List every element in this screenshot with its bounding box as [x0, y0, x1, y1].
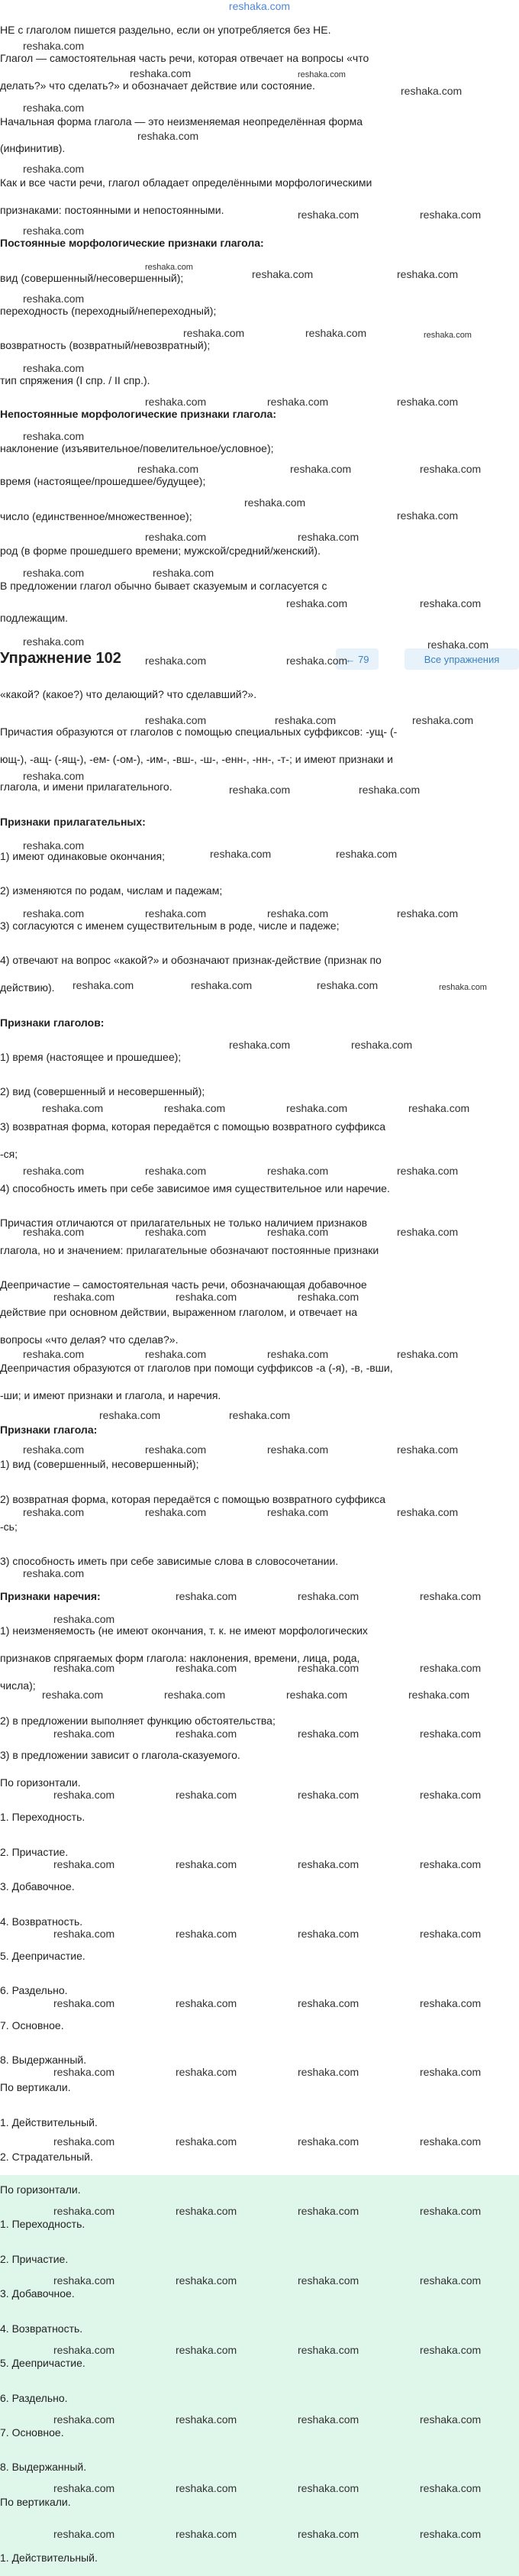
watermark: reshaka.com [420, 2135, 482, 2148]
text-line: признаками: постоянными и непостоянными. [0, 204, 224, 216]
section-heading: Признаки глаголов: [0, 1017, 105, 1029]
text-line: 3) возвратная форма, которая передаётся с помощью возвратного суффикса [0, 1120, 386, 1133]
watermark: reshaka.com [137, 463, 199, 475]
watermark: reshaka.com [164, 1102, 226, 1114]
watermark: reshaka.com [420, 2274, 482, 2287]
all-exercises-button[interactable]: Все упражнения [405, 648, 519, 670]
text-line: Как и все части речи, глагол обладает определёнными морфологическими [0, 176, 372, 189]
watermark: reshaka.com [42, 1689, 104, 1701]
watermark: reshaka.com [359, 784, 421, 796]
text-line: По горизонтали. [0, 1776, 81, 1789]
watermark: reshaka.com [420, 2528, 482, 2540]
watermark: reshaka.com [298, 1789, 359, 1801]
watermark: reshaka.com [298, 1728, 359, 1740]
watermark: reshaka.com [420, 208, 482, 221]
watermark: reshaka.com [286, 1689, 348, 1701]
watermark: reshaka.com [145, 1506, 207, 1518]
text-line: 2. Страдательный. [0, 2151, 93, 2163]
watermark: reshaka.com [305, 327, 367, 339]
watermark: reshaka.com [397, 1348, 459, 1360]
watermark: reshaka.com [176, 2205, 237, 2217]
text-line: Деепричастия образуются от глаголов при помощи суффиксов -а (-я), -в, -вши, [0, 1362, 393, 1374]
watermark: reshaka.com [275, 714, 337, 726]
watermark: reshaka.com [176, 1997, 237, 2009]
text-line: -ся; [0, 1148, 18, 1160]
watermark: reshaka.com [73, 979, 134, 991]
watermark: reshaka.com [176, 1728, 237, 1740]
text-line: глагола, но и значением: прилагательные обозначают постоянные признаки [0, 1244, 379, 1256]
section-heading: Постоянные морфологические признаки глагола: [0, 237, 264, 249]
text-line: число (единственное/множественное); [0, 510, 192, 522]
watermark: reshaka.com [420, 2482, 482, 2494]
watermark: reshaka.com [145, 531, 207, 543]
watermark: reshaka.com [176, 2066, 237, 2078]
watermark: reshaka.com [183, 327, 245, 339]
watermark: reshaka.com [397, 907, 459, 920]
text-line: признаков спрягаемых форм глагола: наклонения, времени, лица, рода, [0, 1652, 360, 1664]
text-line: 1) время (настоящее и прошедшее); [0, 1051, 182, 1063]
text-line: 2) возвратная форма, которая передаётся с помощью возвратного суффикса [0, 1493, 386, 1505]
watermark: reshaka.com [23, 839, 85, 852]
watermark: reshaka.com [267, 907, 329, 920]
prev-exercise-button[interactable]: ← 79 [336, 648, 379, 670]
text-line: 5. Деепричастие. [0, 1950, 85, 1962]
text-line: вопросы «что делая? что сделав?». [0, 1333, 179, 1346]
watermark: reshaka.com [420, 1858, 482, 1870]
watermark: reshaka.com [23, 40, 85, 52]
watermark: reshaka.com [23, 1443, 85, 1456]
watermark: reshaka.com [267, 1348, 329, 1360]
watermark: reshaka.com [23, 225, 85, 237]
watermark: reshaka.com [229, 1409, 291, 1421]
answer-box [0, 2175, 519, 2576]
answer-line: По горизонтали. [0, 2183, 81, 2196]
watermark: reshaka.com [420, 1997, 482, 2009]
watermark: reshaka.com [53, 2413, 115, 2426]
section-heading: Непостоянные морфологические признаки глагола: [0, 408, 276, 420]
text-line: 1) вид (совершенный, несовершенный); [0, 1458, 199, 1470]
watermark: reshaka.com [145, 907, 207, 920]
text-line: ющ-), -ащ- (-ящ-), -ем- (-ом-), -им-, -вш-, -ш-, -енн-, -нн-, -т-; и имеют признаки и [0, 753, 393, 765]
watermark: reshaka.com [408, 1689, 470, 1701]
watermark: reshaka.com [420, 463, 482, 475]
watermark: reshaka.com [176, 2344, 237, 2356]
watermark: reshaka.com [53, 2274, 115, 2287]
watermark: reshaka.com [351, 1039, 413, 1051]
watermark: reshaka.com [53, 1997, 115, 2009]
text-line: 1. Переходность. [0, 1811, 85, 1823]
watermark: reshaka.com [397, 1226, 459, 1238]
watermark: reshaka.com [267, 1226, 329, 1238]
watermark: reshaka.com [23, 163, 85, 175]
watermark: reshaka.com [252, 268, 314, 280]
watermark: reshaka.com [420, 597, 482, 609]
text-line: тип спряжения (I спр. / II спр.). [0, 374, 150, 386]
text-line: По вертикали. [0, 2081, 71, 2093]
watermark: reshaka.com [298, 1858, 359, 1870]
watermark: reshaka.com [23, 770, 85, 782]
text-line: «какой? (какое?) что делающий? что сделавший?». [0, 688, 257, 700]
watermark: reshaka.com [23, 1567, 85, 1579]
text-line: -сь; [0, 1521, 18, 1533]
site-logo[interactable]: reshaka.com [228, 0, 291, 12]
watermark: reshaka.com [99, 1409, 161, 1421]
text-line: подлежащим. [0, 612, 69, 624]
watermark: reshaka.com [298, 1997, 359, 2009]
watermark: reshaka.com [420, 1789, 482, 1801]
watermark: reshaka.com [229, 1039, 291, 1051]
text-line: переходность (переходный/непереходный); [0, 305, 217, 317]
watermark: reshaka.com [23, 1165, 85, 1177]
text-line: 4) отвечают на вопрос «какой?» и обозначают признак-действие (признак по [0, 954, 382, 966]
text-line: 2. Причастие. [0, 1846, 69, 1858]
text-line: 3) согласуются с именем существительным в роде, числе и падеже; [0, 920, 340, 932]
watermark: reshaka.com [176, 1858, 237, 1870]
watermark: reshaka.com [420, 1662, 482, 1674]
watermark: reshaka.com [53, 2528, 115, 2540]
text-line: 1) имеют одинаковые окончания; [0, 850, 165, 862]
watermark: reshaka.com [23, 907, 85, 920]
text-line: 3. Добавочное. [0, 1880, 75, 1892]
watermark: reshaka.com [286, 1102, 348, 1114]
answer-line: 3. Добавочное. [0, 2287, 75, 2300]
watermark: reshaka.com [191, 979, 253, 991]
watermark: reshaka.com [298, 2482, 359, 2494]
text-line: 2) изменяются по родам, числам и падежам; [0, 884, 223, 897]
watermark: reshaka.com [401, 85, 463, 97]
watermark: reshaka.com [244, 496, 306, 509]
text-line: 7. Основное. [0, 2019, 64, 2031]
watermark: reshaka.com [145, 1443, 207, 1456]
watermark: reshaka.com [420, 2066, 482, 2078]
watermark: reshaka.com [53, 2344, 115, 2356]
watermark: reshaka.com [298, 1291, 359, 1303]
section-heading: Признаки глагола: [0, 1424, 98, 1436]
watermark: reshaka.com [286, 597, 348, 609]
watermark: reshaka.com [53, 1789, 115, 1801]
watermark: reshaka.com [298, 2066, 359, 2078]
watermark: reshaka.com [23, 635, 85, 648]
watermark: reshaka.com [42, 1102, 104, 1114]
answer-line: 5. Деепричастие. [0, 2357, 85, 2369]
watermark: reshaka.com [267, 1443, 329, 1456]
text-line: В предложении глагол обычно бывает сказуемым и согласуется с [0, 580, 327, 592]
watermark: reshaka.com [424, 331, 472, 340]
watermark: reshaka.com [23, 362, 85, 374]
watermark: reshaka.com [298, 2344, 359, 2356]
watermark: reshaka.com [290, 463, 352, 475]
watermark: reshaka.com [176, 1662, 237, 1674]
text-line: числа); [0, 1679, 36, 1692]
answer-line: 6. Раздельно. [0, 2392, 68, 2404]
watermark: reshaka.com [153, 567, 214, 579]
watermark: reshaka.com [53, 1662, 115, 1674]
watermark: reshaka.com [53, 1613, 115, 1625]
watermark: reshaka.com [176, 2482, 237, 2494]
watermark: reshaka.com [53, 1928, 115, 1940]
watermark: reshaka.com [176, 1291, 237, 1303]
watermark: reshaka.com [420, 1928, 482, 1940]
watermark: reshaka.com [298, 2413, 359, 2426]
answer-line: 4. Возвратность. [0, 2322, 83, 2335]
watermark: reshaka.com [176, 2274, 237, 2287]
text-line: Причастия отличаются от прилагательных не только наличием признаков [0, 1217, 368, 1229]
watermark: reshaka.com [267, 1165, 329, 1177]
text-line: действию). [0, 981, 55, 994]
watermark: reshaka.com [298, 1662, 359, 1674]
watermark: reshaka.com [145, 396, 207, 408]
watermark: reshaka.com [176, 1928, 237, 1940]
answer-line: По вертикали. [0, 2496, 71, 2508]
watermark: reshaka.com [53, 1291, 115, 1303]
text-line: время (настоящее/прошедшее/будущее); [0, 475, 206, 487]
watermark: reshaka.com [298, 2135, 359, 2148]
watermark: reshaka.com [145, 263, 193, 272]
watermark: reshaka.com [397, 1165, 459, 1177]
answer-line: 8. Выдержанный. [0, 2461, 87, 2473]
text-line: Причастия образуются от глаголов с помощью специальных суффиксов: -ущ- (- [0, 726, 398, 738]
text-line: 1) неизменяемость (не имеют окончания, т. к. не имеют морфологических [0, 1624, 368, 1637]
watermark: reshaka.com [23, 1226, 85, 1238]
watermark: reshaka.com [298, 70, 346, 79]
watermark: reshaka.com [397, 396, 459, 408]
watermark: reshaka.com [267, 1506, 329, 1518]
watermark: reshaka.com [298, 531, 359, 543]
watermark: reshaka.com [420, 1590, 482, 1602]
watermark: reshaka.com [53, 2135, 115, 2148]
text-line: 2) вид (совершенный и несовершенный); [0, 1085, 205, 1097]
watermark: reshaka.com [23, 293, 85, 305]
watermark: reshaka.com [145, 655, 207, 667]
text-line: возвратность (возвратный/невозвратный); [0, 339, 211, 351]
watermark: reshaka.com [397, 1443, 459, 1456]
watermark: reshaka.com [23, 430, 85, 442]
text-line: действие при основном действии, выраженном глаголом, и отвечает на [0, 1306, 357, 1318]
watermark: reshaka.com [298, 208, 359, 221]
watermark: reshaka.com [210, 848, 272, 860]
watermark: reshaka.com [23, 567, 85, 579]
text-line: 4) способность иметь при себе зависимое имя существительное или наречие. [0, 1182, 390, 1194]
watermark: reshaka.com [298, 1590, 359, 1602]
watermark: reshaka.com [439, 983, 487, 992]
watermark: reshaka.com [176, 2528, 237, 2540]
exercise-title: Упражнение 102 [0, 650, 121, 667]
watermark: reshaka.com [397, 509, 459, 522]
watermark: reshaka.com [408, 1102, 470, 1114]
text-line: род (в форме прошедшего времени; мужской/средний/женский). [0, 545, 321, 557]
watermark: reshaka.com [420, 1728, 482, 1740]
watermark: reshaka.com [397, 268, 459, 280]
watermark: reshaka.com [420, 2413, 482, 2426]
watermark: reshaka.com [145, 1165, 207, 1177]
watermark: reshaka.com [145, 1348, 207, 1360]
text-line: 3) способность иметь при себе зависимые слова в словосочетании. [0, 1555, 339, 1567]
watermark: reshaka.com [176, 1789, 237, 1801]
text-line: Деепричастие – самостоятельная часть речи, обозначающая добавочное [0, 1278, 367, 1291]
watermark: reshaka.com [286, 655, 348, 667]
watermark: reshaka.com [420, 2205, 482, 2217]
text-line: 3) в предложении зависит о глагола-сказуемого. [0, 1749, 240, 1761]
watermark: reshaka.com [336, 848, 398, 860]
watermark: reshaka.com [145, 714, 207, 726]
answer-line: 7. Основное. [0, 2426, 64, 2439]
text-line: 4. Возвратность. [0, 1915, 83, 1928]
text-line: Глагол — самостоятельная часть речи, которая отвечает на вопросы «что [0, 52, 369, 64]
watermark: reshaka.com [317, 979, 379, 991]
watermark: reshaka.com [137, 130, 199, 142]
text-line: наклонение (изъявительное/повелительное/условное); [0, 442, 274, 454]
text-line: -ши; и имеют признаки и глагола, и наречия. [0, 1389, 221, 1401]
text-line: 1. Действительный. [0, 2116, 98, 2128]
watermark: reshaka.com [176, 2135, 237, 2148]
text-line: 8. Выдержанный. [0, 2054, 87, 2066]
watermark: reshaka.com [267, 396, 329, 408]
watermark: reshaka.com [23, 1348, 85, 1360]
text-line: НЕ с глаголом пишется раздельно, если он употребляется без НЕ. [0, 24, 331, 36]
watermark: reshaka.com [130, 67, 192, 79]
watermark: reshaka.com [427, 638, 489, 651]
watermark: reshaka.com [164, 1689, 226, 1701]
watermark: reshaka.com [145, 1226, 207, 1238]
watermark: reshaka.com [412, 714, 474, 726]
watermark: reshaka.com [298, 2528, 359, 2540]
text-line: делать?» что сделать?» и обозначает действие или состояние. [0, 79, 315, 92]
text-line: 2) в предложении выполняет функцию обстоятельства; [0, 1715, 276, 1727]
watermark: reshaka.com [176, 2413, 237, 2426]
watermark: reshaka.com [298, 2274, 359, 2287]
watermark: reshaka.com [23, 102, 85, 114]
answer-line: 1. Действительный. [0, 2552, 98, 2564]
watermark: reshaka.com [397, 1506, 459, 1518]
text-line: глагола, и имени прилагательного. [0, 781, 172, 793]
watermark: reshaka.com [53, 1858, 115, 1870]
watermark: reshaka.com [298, 1928, 359, 1940]
text-line: Начальная форма глагола — это неизменяемая неопределённая форма [0, 115, 363, 128]
watermark: reshaka.com [23, 1506, 85, 1518]
watermark: reshaka.com [176, 1590, 237, 1602]
watermark: reshaka.com [298, 2205, 359, 2217]
text-line: 6. Раздельно. [0, 1984, 68, 1996]
watermark: reshaka.com [53, 2205, 115, 2217]
watermark: reshaka.com [53, 1728, 115, 1740]
watermark: reshaka.com [229, 784, 291, 796]
watermark: reshaka.com [53, 2482, 115, 2494]
watermark: reshaka.com [420, 2344, 482, 2356]
section-heading: Признаки прилагательных: [0, 816, 146, 828]
text-line: вид (совершенный/несовершенный); [0, 272, 184, 284]
answer-line: 1. Переходность. [0, 2218, 85, 2230]
text-line: (инфинитив). [0, 142, 66, 154]
answer-line: 2. Причастие. [0, 2253, 69, 2265]
section-heading: Признаки наречия: [0, 1590, 101, 1602]
watermark: reshaka.com [53, 2066, 115, 2078]
